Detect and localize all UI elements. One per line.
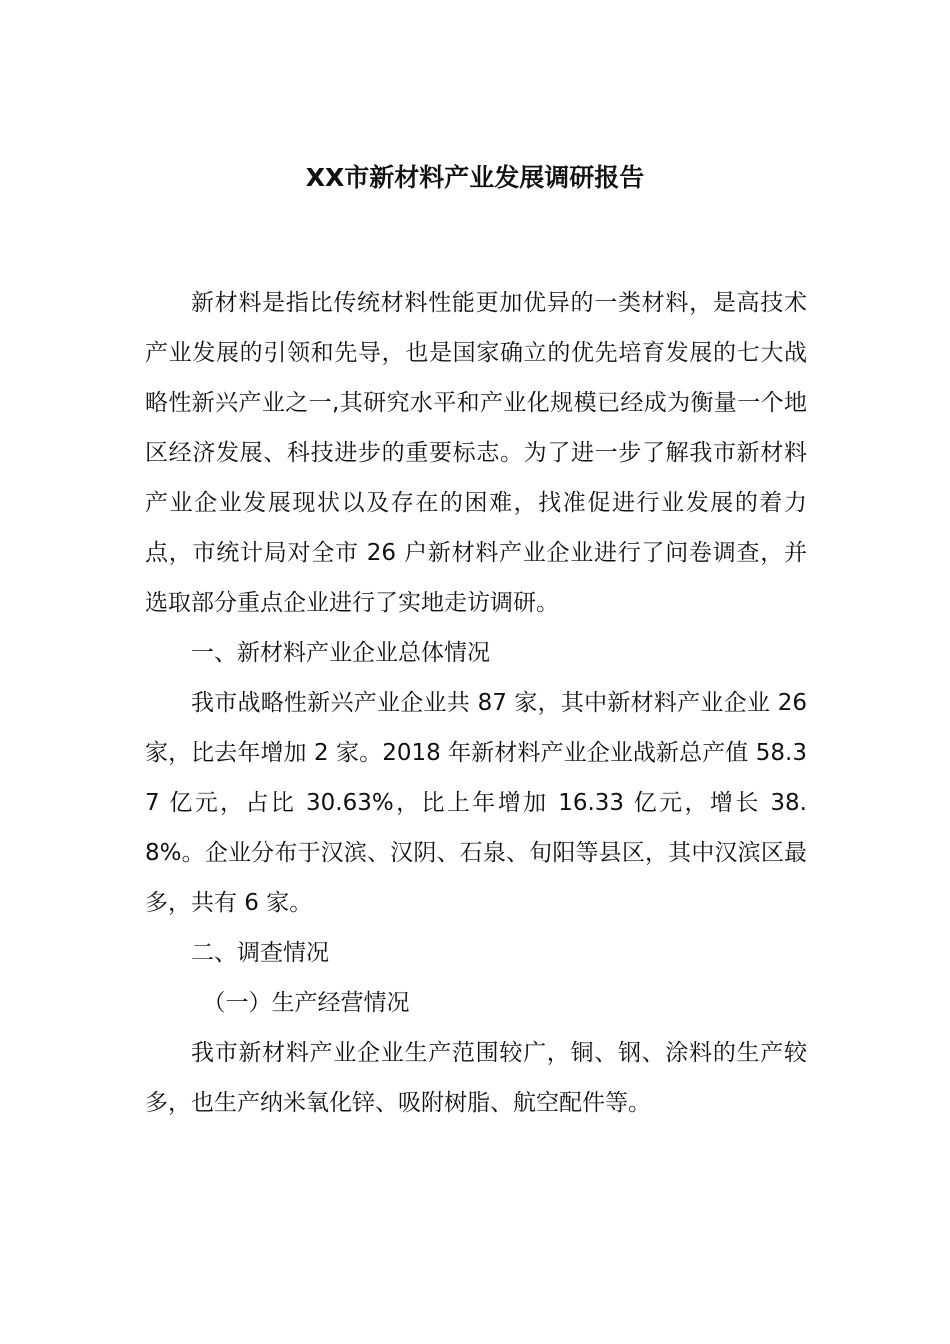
section-heading-overview: 一、新材料产业企业总体情况 — [191, 640, 490, 666]
paragraph-intro: 新材料是指比传统材料性能更加优异的一类材料，是高技术产业发展的引领和先导，也是国家确立的优先培育发展的七大战略性新兴产业之一,其研究水平和产业化规模已经成为衡量一个地区经济发展、科技进步的重要标志。为了进一步了解我市新材料产业企业发展现状以及存在的困难，找准促进行业发展的着力点，市统计局对全市 26 户新材料产业企业进行了问卷调查，并选取部分重点企业进行了实地走访调研。 — [145, 290, 807, 616]
paragraph-overview: 我市战略性新兴产业企业共 87 家，其中新材料产业企业 26 家，比去年增加 2 家。2018 年新材料产业企业战新总产值 58.37 亿元，占比 30.63%，比上年增加 16.33 亿元，增长 38.8%。企业分布于汉滨、汉阴、石泉、旬阳等县区，其中汉滨区最多，共有 6 家。 — [145, 690, 807, 916]
section-heading-survey: 二、调查情况 — [191, 940, 329, 966]
document-title: XX市新材料产业发展调研报告 — [305, 163, 645, 192]
subsection-heading-operations: （一）生产经营情况 — [202, 990, 410, 1016]
paragraph-operations: 我市新材料产业企业生产范围较广，铜、钢、涂料的生产较多，也生产纳米氧化锌、吸附树脂、航空配件等。 — [145, 1040, 807, 1116]
document-body — [145, 278, 807, 1128]
